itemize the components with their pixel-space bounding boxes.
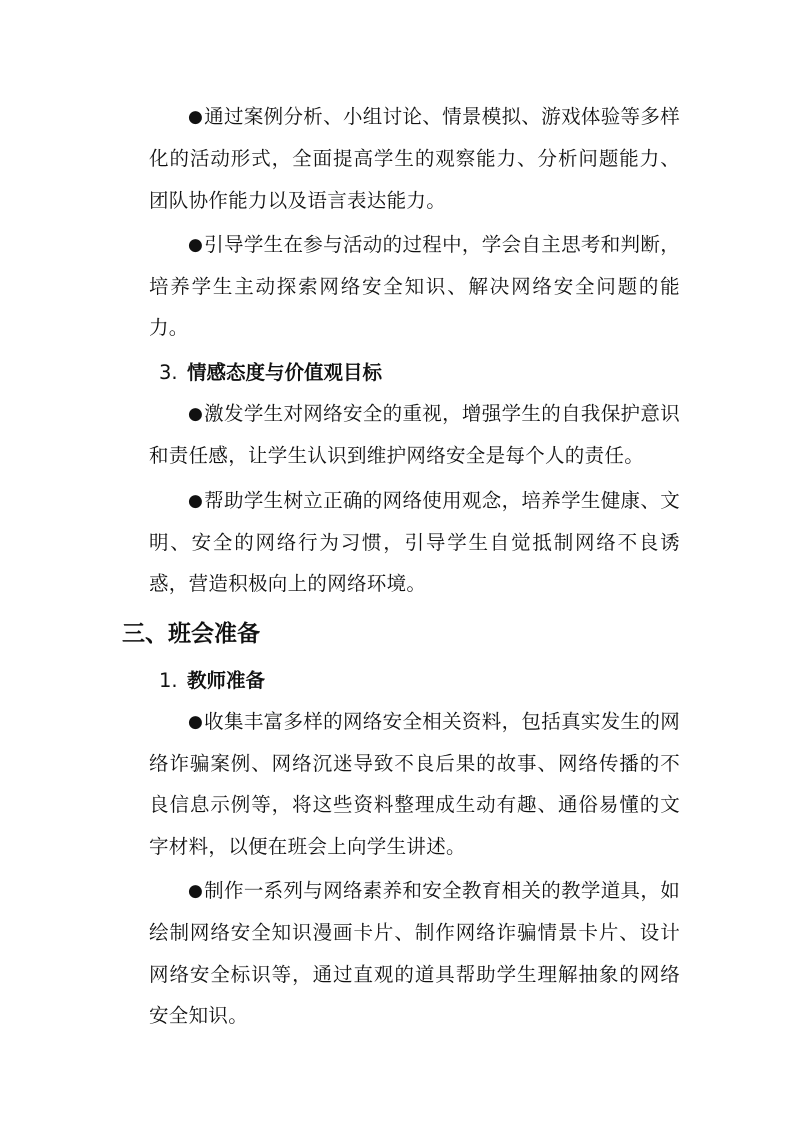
document-body — [122, 96, 681, 1039]
paragraph-text: 激发学生对网络安全的重视，增强学生的自我保护意识和责任感，让学生认识到维护网络安全是每个人的责任。 — [149, 402, 681, 468]
paragraph-habits — [149, 480, 680, 605]
bullet-icon: ● — [188, 234, 204, 255]
paragraph-text: 帮助学生树立正确的网络使用观念，培养学生健康、文明、安全的网络行为习惯，引导学生自觉抵制网络不良诱惑，营造积极向上的网络环境。 — [149, 488, 681, 596]
paragraph-text: 引导学生在参与活动的过程中，学会自主思考和判断，培养学生主动探索网络安全知识、解决网络安全问题的能力。 — [149, 232, 681, 340]
paragraph-guidance — [149, 224, 680, 349]
subheading-title: 教师准备 — [187, 668, 266, 692]
bullet-icon: ● — [188, 404, 204, 425]
bullet-icon: ● — [188, 881, 204, 902]
bullet-icon: ● — [188, 490, 204, 511]
paragraph-props — [149, 870, 680, 1036]
subheading-teacher-prep — [149, 660, 680, 701]
subheading-number: 1. — [159, 668, 178, 692]
paragraph-text: 收集丰富多样的网络安全相关资料，包括真实发生的网络诈骗案例、网络沉迷导致不良后果的故事、网络传播的不良信息示例等，将这些资料整理成生动有趣、通俗易懂的文字材料，以便在班会上向学生讲述。 — [149, 709, 681, 858]
paragraph-text: 通过案例分析、小组讨论、情景模拟、游戏体验等多样化的活动形式，全面提高学生的观察能力、分析问题能力、团队协作能力以及语言表达能力。 — [149, 105, 681, 212]
subheading-emotion-goals — [149, 352, 680, 393]
paragraph-awareness — [149, 393, 680, 477]
bullet-icon: ● — [188, 711, 204, 732]
subheading-number: 3. — [159, 360, 178, 384]
subheading-title: 情感态度与价值观目标 — [187, 360, 383, 384]
paragraph-text: 制作一系列与网络素养和安全教育相关的教学道具，如绘制网络安全知识漫画卡片、制作网络诈骗情景卡片、设计网络安全标识等，通过直观的道具帮助学生理解抽象的网络安全知识。 — [149, 879, 681, 1027]
bullet-icon: ● — [188, 107, 204, 127]
paragraph-activities — [149, 96, 680, 221]
paragraph-materials — [149, 701, 680, 867]
section-heading-preparation: 三、班会准备 — [122, 620, 260, 647]
